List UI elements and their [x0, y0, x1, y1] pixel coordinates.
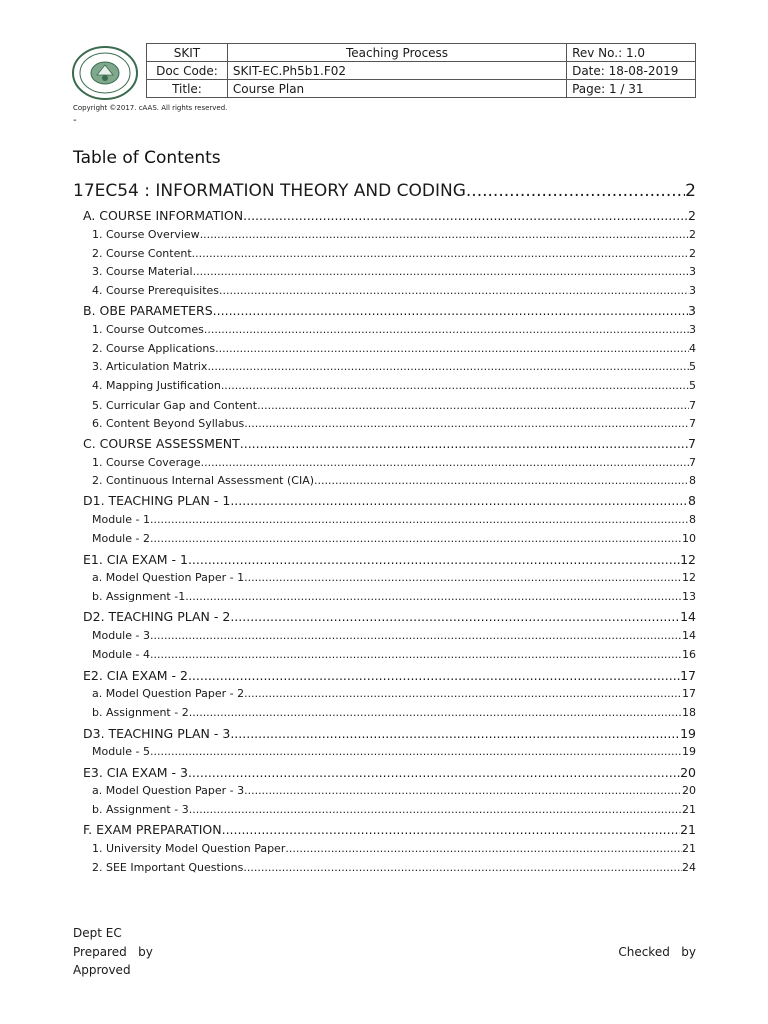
toc-dot-leader: [201, 456, 689, 469]
toc-entry-label: 4. Mapping Justification: [92, 379, 221, 392]
toc-entry-label: D3. TEACHING PLAN - 3: [83, 726, 231, 741]
toc-entry-page: 2: [689, 228, 696, 241]
toc-entry-page: 4: [689, 342, 696, 355]
toc-entry-label: a. Model Question Paper - 3: [92, 784, 245, 797]
process-cell: Teaching Process: [227, 44, 566, 62]
toc-entry-page: 17: [680, 668, 696, 683]
toc-dot-leader: [188, 668, 680, 683]
toc-entry[interactable]: [73, 493, 696, 508]
toc-entry-label: b. Assignment - 2: [92, 706, 189, 719]
toc-dot-leader: [240, 436, 688, 451]
toc-entry[interactable]: [73, 648, 696, 661]
toc-entry-label: 1. University Model Question Paper: [92, 842, 286, 855]
toc-dot-leader: [188, 552, 680, 567]
toc-entry-page: 5: [689, 379, 696, 392]
toc-dot-leader: [244, 784, 682, 797]
toc-dot-leader: [314, 474, 689, 487]
toc-entry-label: a. Model Question Paper - 2: [92, 687, 245, 700]
toc-entry-page: 21: [682, 803, 696, 816]
toc-entry-label: E1. CIA EXAM - 1: [83, 552, 188, 567]
toc-entry[interactable]: [73, 181, 696, 201]
toc-entry-label: E3. CIA EXAM - 3: [83, 765, 188, 780]
toc-entry-page: 17: [682, 687, 696, 700]
toc-entry-page: 12: [680, 552, 696, 567]
toc-dot-leader: [189, 706, 682, 719]
toc-entry-label: Module - 4: [92, 648, 150, 661]
toc-entry-page: 5: [689, 360, 696, 373]
toc-entry[interactable]: [73, 668, 696, 683]
toc-entry[interactable]: [73, 303, 696, 318]
toc-entry[interactable]: [73, 247, 696, 260]
toc-entry-label: E2. CIA EXAM - 2: [83, 668, 188, 683]
toc-entry-label: 3. Course Material: [92, 265, 193, 278]
toc-entry[interactable]: [73, 822, 696, 837]
toc-entry-label: 2. Course Applications: [92, 342, 216, 355]
toc-entry-page: 21: [682, 842, 696, 855]
prepared-by-label: Prepared by: [73, 945, 153, 959]
date-cell: Date: 18-08-2019: [567, 62, 696, 80]
toc-entry-label: 3. Articulation Matrix: [92, 360, 208, 373]
toc-entry[interactable]: [73, 456, 696, 469]
toc-entry[interactable]: [73, 379, 696, 392]
toc-entry-label: 2. SEE Important Questions: [92, 861, 244, 874]
toc-entry[interactable]: [73, 265, 696, 278]
toc-entry-page: 3: [689, 284, 696, 297]
toc-entry[interactable]: [73, 765, 696, 780]
toc-entry-page: 7: [689, 417, 696, 430]
toc-dot-leader: [150, 648, 682, 661]
toc-entry-page: 2: [688, 208, 696, 223]
toc-entry-label: 1. Course Overview: [92, 228, 200, 241]
toc-dot-leader: [150, 532, 682, 545]
title-label: Title:: [147, 80, 228, 98]
title-value: Course Plan: [227, 80, 566, 98]
toc-dot-leader: [213, 303, 688, 318]
document-header-table: [146, 43, 696, 98]
toc-dot-leader: [200, 228, 689, 241]
toc-entry[interactable]: [73, 360, 696, 373]
toc-dot-leader: [215, 342, 689, 355]
toc-entry-label: Module - 5: [92, 745, 150, 758]
toc-entry-label: 1. Course Coverage: [92, 456, 201, 469]
toc-entry-label: D2. TEACHING PLAN - 2: [83, 609, 231, 624]
toc-entry-label: a. Model Question Paper - 1: [92, 571, 245, 584]
toc-entry-page: 16: [682, 648, 696, 661]
toc-entry-label: 2. Course Content: [92, 247, 192, 260]
toc-entry-page: 20: [680, 765, 696, 780]
toc-dot-leader: [185, 590, 682, 603]
toc-entry-page: 19: [680, 726, 696, 741]
toc-entry-label: Module - 2: [92, 532, 150, 545]
toc-entry[interactable]: [73, 687, 696, 700]
toc-entry-page: 3: [689, 265, 696, 278]
toc-dot-leader: [192, 247, 689, 260]
toc-dot-leader: [244, 687, 682, 700]
toc-entry[interactable]: [73, 228, 696, 241]
toc-entry[interactable]: [73, 803, 696, 816]
toc-entry-page: 21: [680, 822, 696, 837]
toc-entry[interactable]: [73, 532, 696, 545]
footer-dept: Dept EC: [73, 926, 122, 940]
toc-dot-leader: [230, 609, 680, 624]
toc-entry-page: 7: [688, 436, 696, 451]
toc-entry-label: b. Assignment - 3: [92, 803, 189, 816]
toc-entry-page: 24: [682, 861, 696, 874]
toc-entry[interactable]: [73, 726, 696, 741]
toc-entry-page: 7: [689, 399, 696, 412]
toc-dot-leader: [243, 861, 682, 874]
toc-dot-leader: [193, 265, 689, 278]
toc-entry-label: Module - 1: [92, 513, 150, 526]
toc-dot-leader: [150, 513, 689, 526]
toc-entry[interactable]: [73, 417, 696, 430]
org-cell: SKIT: [147, 44, 228, 62]
doc-code-label: Doc Code:: [147, 62, 228, 80]
toc-dot-leader: [466, 181, 685, 201]
toc-entry-label: 5. Curricular Gap and Content: [92, 399, 258, 412]
toc-entry-page: 14: [680, 609, 696, 624]
toc-entry[interactable]: [73, 513, 696, 526]
toc-entry-label: C. COURSE ASSESSMENT: [83, 436, 240, 451]
toc-entry-label: A. COURSE INFORMATION: [83, 208, 244, 223]
toc-entry[interactable]: [73, 323, 696, 336]
toc-entry-label: B. OBE PARAMETERS: [83, 303, 213, 318]
rev-no-cell: Rev No.: 1.0: [567, 44, 696, 62]
toc-entry-label: F. EXAM PREPARATION: [83, 822, 222, 837]
doc-code-value: SKIT-EC.Ph5b1.F02: [227, 62, 566, 80]
checked-by-label: Checked by: [618, 945, 696, 959]
toc-dot-leader: [150, 745, 682, 758]
toc-dot-leader: [221, 379, 689, 392]
toc-dot-leader: [207, 360, 689, 373]
toc-dot-leader: [257, 399, 689, 412]
toc-entry-page: 19: [682, 745, 696, 758]
toc-dot-leader: [188, 765, 680, 780]
toc-entry[interactable]: [73, 861, 696, 874]
toc-entry-label: 17EC54 : INFORMATION THEORY AND CODING: [73, 181, 466, 201]
toc-entry-page: 12: [682, 571, 696, 584]
toc-entry[interactable]: [73, 784, 696, 797]
toc-entry-page: 13: [682, 590, 696, 603]
toc-entry[interactable]: [73, 571, 696, 584]
toc-entry-label: 4. Course Prerequisites: [92, 284, 220, 297]
toc-entry-label: 6. Content Beyond Syllabus: [92, 417, 245, 430]
toc-entry-page: 18: [682, 706, 696, 719]
toc-entry[interactable]: [73, 342, 696, 355]
toc-entry-page: 20: [682, 784, 696, 797]
toc-entry[interactable]: [73, 399, 696, 412]
toc-dot-leader: [204, 323, 689, 336]
toc-entry[interactable]: [73, 208, 696, 223]
toc-entry[interactable]: [73, 474, 696, 487]
toc-entry[interactable]: [73, 745, 696, 758]
toc-entry[interactable]: [73, 552, 696, 567]
toc-dot-leader: [219, 284, 689, 297]
approved-label: Approved: [73, 963, 131, 977]
toc-entry-label: b. Assignment -1: [92, 590, 186, 603]
toc-entry-page: 10: [682, 532, 696, 545]
toc-entry-page: 8: [688, 493, 696, 508]
toc-entry[interactable]: [73, 590, 696, 603]
separator-dash: -: [73, 115, 77, 126]
toc-entry[interactable]: [73, 284, 696, 297]
toc-entry-page: 8: [689, 513, 696, 526]
toc-entry-label: 2. Continuous Internal Assessment (CIA): [92, 474, 315, 487]
copyright-notice: Copyright ©2017. cAAS. All rights reserved.: [73, 104, 228, 112]
toc-entry-label: Module - 3: [92, 629, 150, 642]
toc-entry[interactable]: [73, 609, 696, 624]
toc-dot-leader: [189, 803, 682, 816]
toc-entry-page: 3: [688, 303, 696, 318]
toc-dot-leader: [230, 726, 680, 741]
toc-entry-page: 14: [682, 629, 696, 642]
toc-entry-page: 2: [689, 247, 696, 260]
toc-title: Table of Contents: [73, 148, 221, 168]
toc-entry-page: 7: [689, 456, 696, 469]
toc-dot-leader: [285, 842, 682, 855]
toc-entry-page: 2: [685, 181, 696, 201]
toc-dot-leader: [230, 493, 688, 508]
toc-entry-label: 1. Course Outcomes: [92, 323, 204, 336]
toc-entry[interactable]: [73, 842, 696, 855]
footer-signature-row: [73, 945, 696, 959]
toc-entry[interactable]: [73, 629, 696, 642]
toc-entry-page: 3: [689, 323, 696, 336]
toc-entry-page: 8: [689, 474, 696, 487]
toc-dot-leader: [244, 571, 682, 584]
toc-dot-leader: [150, 629, 682, 642]
toc-entry-label: D1. TEACHING PLAN - 1: [83, 493, 231, 508]
institute-logo: [71, 45, 139, 101]
toc-entry[interactable]: [73, 706, 696, 719]
toc-entry[interactable]: [73, 436, 696, 451]
toc-dot-leader: [222, 822, 681, 837]
page-cell: Page: 1 / 31: [567, 80, 696, 98]
toc-dot-leader: [243, 208, 688, 223]
toc-dot-leader: [244, 417, 689, 430]
